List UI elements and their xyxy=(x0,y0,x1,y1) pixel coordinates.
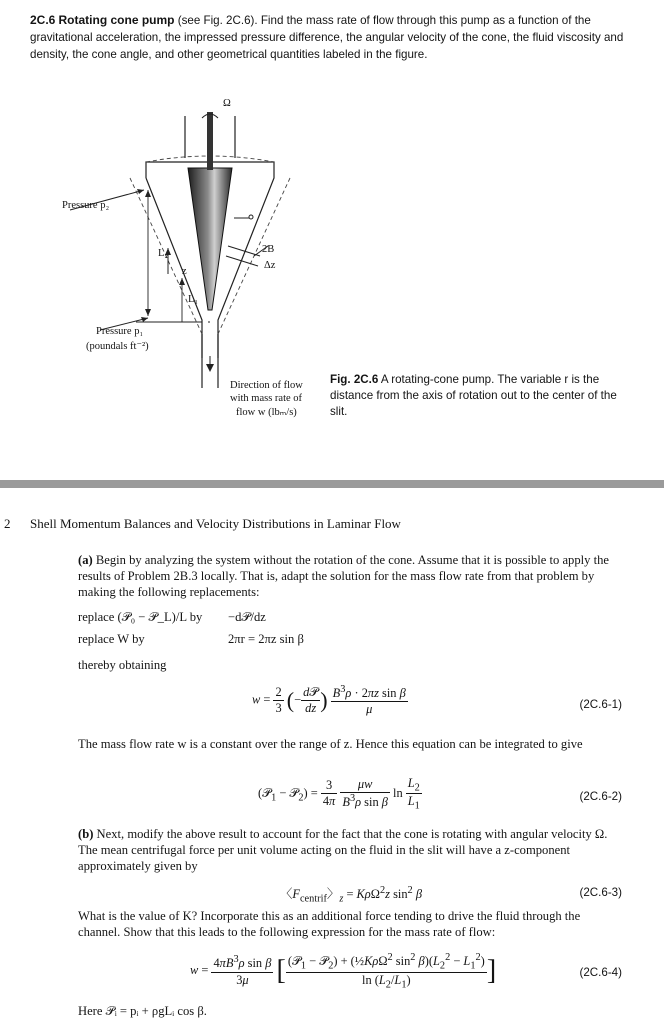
l1-label: L₁ xyxy=(188,294,199,305)
2b-label: 2B xyxy=(262,244,275,255)
omega-label: Ω xyxy=(223,98,231,109)
part-b-label: (b) xyxy=(78,827,94,841)
replace-row-2 xyxy=(78,632,304,647)
top-page xyxy=(0,0,664,480)
replace1-right: −d𝒫/dz xyxy=(228,610,266,624)
part-a-body: Begin by analyzing the system without the rotation of the cone. Assume that it is possible to apply the results of Problem 2B.3 locally. That is, adapt the solution for the mass flow rate from that problem by making the following replacements: xyxy=(78,553,609,599)
part-b-body: Next, modify the above result to account for the fact that the cone is rotating with angular velocity Ω. The mean centrifugal force per unit volume acting on the fluid in the slit will have a z-component approximately given by xyxy=(78,827,608,873)
flow-label-3: flow w (lbₘ/s) xyxy=(236,407,297,418)
pressure-p2-label: Pressure p₂ xyxy=(62,200,110,211)
caption-label: Fig. 2C.6 xyxy=(330,373,379,386)
flow-label-1: Direction of flow xyxy=(230,380,303,391)
cone-pump-diagram xyxy=(60,98,350,428)
eq4-number: (2C.6-4) xyxy=(579,966,622,979)
problem-statement xyxy=(30,12,630,63)
bottom-page xyxy=(0,488,664,1024)
equation-3: 〈$F_{centrif}$〉$_z$ = KρΩ$^2$z $\sin^2 \beta$ xyxy=(280,884,422,905)
part-b-question: What is the value of K? Incorporate this as an additional force tending to drive the fluid through the channel. Show that this leads to the following expression for the mass rate of flow: xyxy=(78,909,581,939)
pressure-p1-label: Pressure p₁ xyxy=(96,326,144,337)
replace2-left: replace W by xyxy=(78,632,145,646)
replace2-right: 2πr = 2πz sin β xyxy=(228,632,304,646)
cone-pump-figure xyxy=(60,98,350,428)
equation-4: w = $\frac{4\pi B^3\rho \sin \beta}{3\mu}$ [ $\frac{(𝒫_1 - 𝒫_2) + (\frac{1}{2}K\rho\Omega^2 \sin^2 \beta)(L_2^2 - L_1^2)}{\ln (L_2/L_1)}$ ] xyxy=(190,952,497,991)
equation-1: w = $\frac{2}{3}$ (− $\frac{\text{d𝒫}}{dz}$ ) $\frac{B^3\rho \cdot 2\pi z \sin \beta}{\mu}$ xyxy=(252,684,406,717)
problem-text: (see Fig. 2C.6). Find the mass rate of flow through this pump as a function of the gravitational acceleration, the impressed pressure difference, the angular velocity of the cone, the fluid viscosity and density, the cone angle, and other geometrical quantities labeled in the figure. xyxy=(30,14,624,61)
here-text: Here 𝒫ᵢ = pᵢ + ρgLᵢ cos β. xyxy=(78,1004,207,1018)
z-label: z xyxy=(182,266,187,277)
eq2-number: (2C.6-2) xyxy=(579,790,622,803)
figure-caption xyxy=(330,372,630,420)
replace-row-1 xyxy=(78,610,266,625)
l2-label: L₂ xyxy=(158,248,169,259)
dz-label: Δz xyxy=(264,260,276,271)
thereby-text: thereby obtaining xyxy=(78,658,167,672)
eq3-number: (2C.6-3) xyxy=(579,886,622,899)
flow-label-2: with mass rate of xyxy=(230,393,303,404)
part-a-after: The mass flow rate w is a constant over the range of z. Hence this equation can be integrated to give xyxy=(78,737,583,751)
chapter-number: 2 xyxy=(4,516,11,531)
part-a-text xyxy=(78,552,624,600)
replace1-left: replace (𝒫₀ − 𝒫_L)/L by xyxy=(78,610,203,624)
problem-number: 2C.6 xyxy=(30,13,56,27)
part-b-text xyxy=(78,826,624,874)
part-a-label: (a) xyxy=(78,553,93,567)
equation-2: (𝒫$_1$ − 𝒫$_2$) = $\frac{3}{4\pi}$ $\frac{\mu w}{B^3\rho \sin \beta}$ ln $\frac{L_2}{L_1}$ xyxy=(258,776,420,812)
pressure-units-label: (poundals ft⁻²) xyxy=(86,341,149,352)
caption-text: A rotating-cone pump. The variable r is the distance from the axis of rotation out to the center of the slit. xyxy=(330,373,617,418)
eq1-number: (2C.6-1) xyxy=(579,698,622,711)
page-divider xyxy=(0,480,664,488)
problem-title: Rotating cone pump xyxy=(58,13,175,27)
chapter-title: Shell Momentum Balances and Velocity Distributions in Laminar Flow xyxy=(30,516,401,531)
